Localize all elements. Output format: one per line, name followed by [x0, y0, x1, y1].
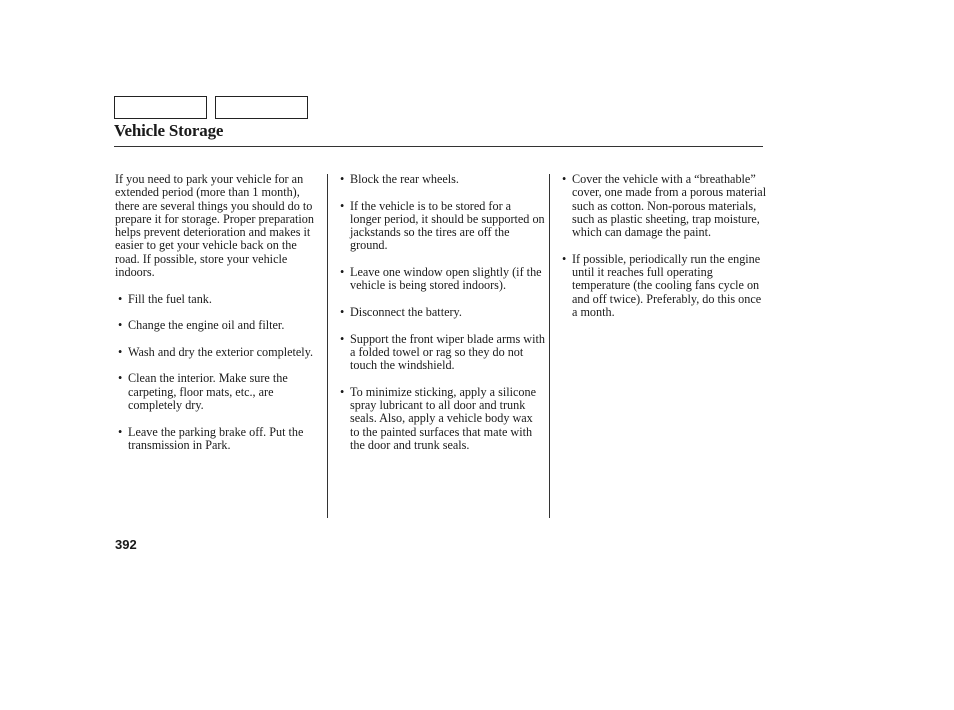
header-tab-box-left — [114, 96, 207, 119]
column-left — [115, 173, 323, 466]
list-item: • Clean the interior. Make sure the carpeting, floor mats, etc., are completely dry. — [118, 372, 323, 412]
section-title: Vehicle Storage — [114, 121, 224, 140]
header-tab-box-right — [215, 96, 308, 119]
list-item: • Change the engine oil and filter. — [118, 319, 323, 332]
list-item: • If possible, periodically run the engine until it reaches full operating temperature (the cooling fans cycle on and off twice). Preferably, do this once a month. — [562, 253, 767, 319]
intro-paragraph: If you need to park your vehicle for an extended period (more than 1 month), there are several things you should do to prepare it for storage. Proper preparation helps prevent deterioration and makes it easier to get your vehicle back on the road. If possible, store your vehicle indoors. — [115, 172, 314, 280]
list-item: • Block the rear wheels. — [340, 173, 545, 186]
column-middle — [340, 173, 545, 466]
list-item: • If the vehicle is to be stored for a longer period, it should be supported on jackstands so the tires are off the ground. — [340, 200, 545, 253]
bullet-list-left — [115, 293, 323, 453]
page-number: 392 — [115, 537, 137, 552]
list-item: • Support the front wiper blade arms with a folded towel or rag so they do not touch the windshield. — [340, 333, 545, 373]
list-item: • Wash and dry the exterior completely. — [118, 346, 323, 359]
bullet-list-middle — [340, 173, 545, 452]
list-item: • Fill the fuel tank. — [118, 293, 323, 306]
bullet-list-right — [562, 173, 767, 319]
list-item: • Leave the parking brake off. Put the transmission in Park. — [118, 426, 323, 453]
list-item: • Disconnect the battery. — [340, 306, 545, 319]
list-item: • Cover the vehicle with a “breathable” cover, one made from a porous material such as cotton. Non-porous materials, such as plastic sheeting, trap moisture, which can damage the paint. — [562, 173, 767, 239]
column-divider — [549, 174, 550, 518]
column-divider — [327, 174, 328, 518]
column-right — [562, 173, 767, 333]
list-item: • Leave one window open slightly (if the vehicle is being stored indoors). — [340, 266, 545, 293]
list-item: • To minimize sticking, apply a silicone spray lubricant to all door and trunk seals. Also, apply a vehicle body wax to the painted surfaces that mate with the door and trunk seals. — [340, 386, 545, 452]
title-rule — [114, 146, 763, 147]
